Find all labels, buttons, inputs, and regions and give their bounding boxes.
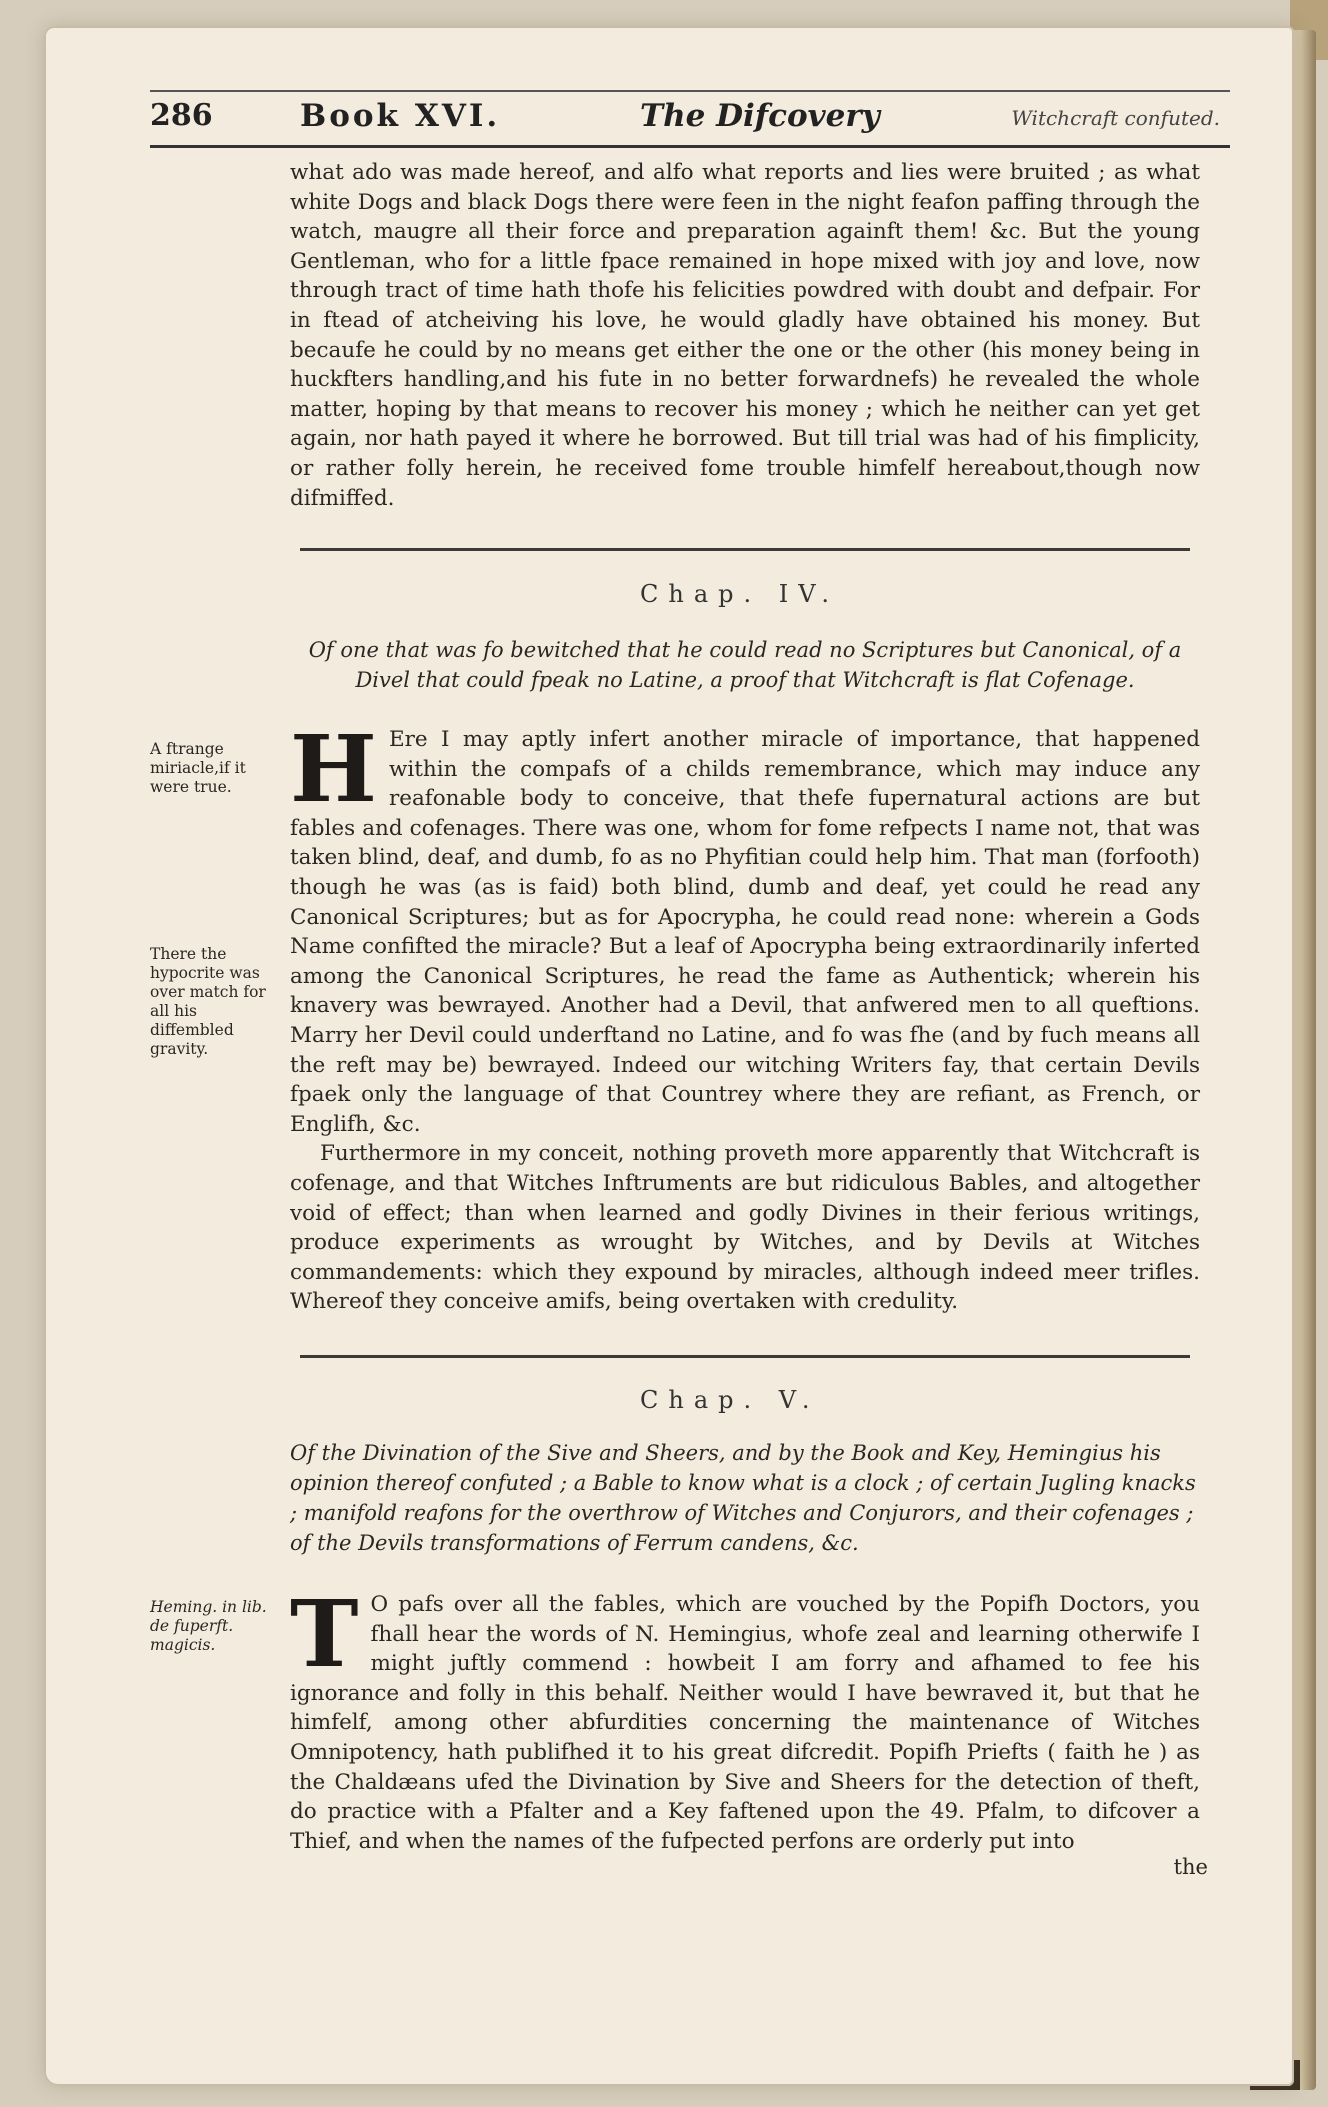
chapter-4-paragraph-1	[290, 715, 1200, 1139]
paragraph-text: Ere I may aptly infert another miracle of importance, that happened within the compafs of a childs remembrance, which may induce any reafonable body to conceive, that thefe fupernatural actions are but fables and cofenages. There was one, whom for fome refpects I name not, that was taken blind, deaf, and dumb, fo as no Phyfitian could help him. That man (forfooth) though he was (as is faid) both blind, dumb and deaf, yet could he read any Canonical Scriptures; but as for Apocrypha, he could read none: wherein a Gods Name confifted the miracle? But a leaf of Apocrypha being extraordinarily inferted among the Canonical Scriptures, he read the fame as Authentick; wherein his knavery was bewrayed. Another had a Devil, that anfwered men to all queftions. Marry her Devil could underftand no Latine, and fo was fhe (and by fuch means all the reft may be) bewrayed. Indeed our witching Writers fay, that certain Devils fpaek only the language of that Countrey where they are refiant, as French, or Englifh, &c.	[290, 727, 1200, 1137]
header-rule-top	[150, 90, 1230, 92]
chapter-4-paragraph-2: Furthermore in my conceit, nothing proveth more apparently that Witchcraft is cofenage, and that Witches Inftruments are but ridiculous Bables, and altogether void of effect; than when learned and godly Divines in their ferious writings, produce experiments as wrought by Witches, and by Devils at Witches commandements: which they expound by miracles, although indeed meer trifles. Whereof they conceive amifs, being overtaken with credulity.	[290, 1141, 1200, 1315]
chapter-5-paragraph-1	[290, 1580, 1200, 1856]
margin-note: Heming. in lib. de fuperft. magicis.	[150, 1598, 267, 1654]
drop-cap: H	[290, 715, 377, 823]
chapter-5-text	[290, 1580, 1200, 1856]
intro-paragraph: what ado was made hereof, and alfo what reports and lies were bruited ; as what white Dogs and black Dogs there were feen in the night feafon paffing through the watch, maugre all their force and preparation againft them! &c. But the young Gentleman, who for a little fpace remained in hope mixed with joy and love, now through tract of time hath thofe his felicities powdred with doubt and defpair. For in ftead of atcheiving his love, he would gladly have obtained his money. But becaufe he could by no means get either the one or the other (his money being in huckfters handling,and his fute in no better forwardnefs) he revealed the whole matter, hoping by that means to recover his money ; which he neither can yet get again, nor hath payed it where he borrowed. But till trial was had of his fimplicity, or rather folly herein, he received fome trouble himfelf hereabout,though now difmiffed.	[290, 160, 1200, 511]
margin-note: There the hypocrite was over match for all his diffembled gravity.	[150, 945, 266, 1058]
chapter-rule	[300, 1355, 1190, 1358]
chapter-rule	[300, 548, 1190, 551]
header-rule-bottom	[150, 145, 1230, 148]
paragraph-text: O pafs over all the fables, which are vouched by the Popifh Doctors, you fhall hear the words of N. Hemingius, whofe zeal and learning otherwife I might juftly commend : howbeit I am forry and afhamed to fee his ignorance and folly in this behalf. Neither would I have bewraved it, but that he himfelf, among other abfurdities concerning the maintenance of Witches Omnipotency, hath publifhed it to his great difcredit. Popifh Priefts ( faith he ) as the Chaldæans ufed the Divination by Sive and Sheers for the detection of theft, do practice with a Pfalter and a Key faftened upon the 49. Pfalm, to difcover a Thief, and when the names of the fufpected perfons are orderly put into	[290, 1592, 1200, 1854]
running-header	[150, 98, 1230, 138]
chapter-4-summary: Of one that was fo bewitched that he could read no Scriptures but Canonical, of a Divel that could fpeak no Latine, a proof that Witchcraft is flat Cofenage.	[308, 638, 1182, 692]
catchword: the	[1173, 1855, 1208, 1879]
drop-cap: T	[290, 1580, 359, 1688]
running-subtitle: Witchcraft confuted.	[1011, 106, 1220, 130]
chapter-5-summary: Of the Divination of the Sive and Sheers, and by the Book and Key, Hemingius his opinion thereof confuted ; a Bable to know what is a clock ; of certain Jugling knacks ; manifold reafons for the overthrow of Witches and Conjurors, and their cofenages ; of the Devils transformations of Ferrum candens, &c.	[290, 1441, 1196, 1555]
chapter-4-heading: Chap. IV.	[640, 580, 839, 608]
page-number: 286	[150, 98, 213, 133]
book-number: Book XVI.	[300, 98, 501, 134]
running-title: The Difcovery	[640, 98, 880, 134]
chapter-5-heading: Chap. V.	[640, 1386, 820, 1414]
chapter-4-text	[290, 715, 1200, 1317]
margin-note: A ftrange miriacle,if it were true.	[150, 740, 246, 796]
